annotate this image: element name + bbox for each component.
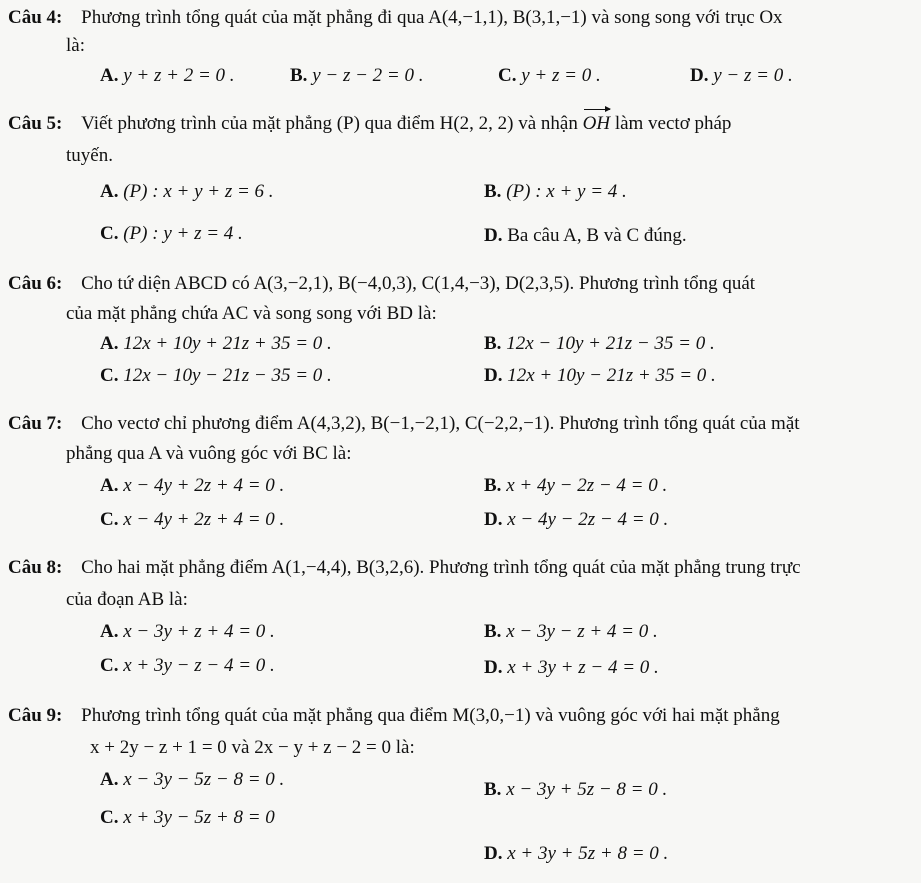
q7-text: Cho vectơ chỉ phương điểm A(4,3,2), B(−1,−2,1), C(−2,2,−1). Phương trình tổng quát của mặt bbox=[81, 413, 800, 434]
q4-option-d[interactable]: D. y − z = 0 . bbox=[690, 65, 793, 86]
q4-option-a[interactable]: A. y + z + 2 = 0 . bbox=[100, 65, 235, 86]
q5-label: Câu 5: bbox=[8, 113, 63, 134]
q4-option-c[interactable]: C. y + z = 0 . bbox=[498, 65, 601, 86]
q8-option-d[interactable]: D. x + 3y + z − 4 = 0 . bbox=[484, 657, 659, 678]
q6-option-a[interactable]: A. 12x + 10y + 21z + 35 = 0 . bbox=[100, 333, 332, 354]
q4-text: Phương trình tổng quát của mặt phẳng đi qua A(4,−1,1), B(3,1,−1) và song song với trục Ox bbox=[81, 7, 783, 28]
q5-option-b[interactable]: B. (P) : x + y = 4 . bbox=[484, 181, 627, 202]
q8-option-a[interactable]: A. x − 3y + z + 4 = 0 . bbox=[100, 621, 275, 642]
q4-option-b[interactable]: B. y − z − 2 = 0 . bbox=[290, 65, 424, 86]
q9-option-b[interactable]: B. x − 3y + 5z − 8 = 0 . bbox=[484, 779, 668, 800]
q9-label: Câu 9: bbox=[8, 705, 63, 726]
q5-text2: tuyến. bbox=[66, 145, 113, 166]
q7-option-c[interactable]: C. x − 4y + 2z + 4 = 0 . bbox=[100, 509, 285, 530]
q4-text2: là: bbox=[66, 35, 85, 56]
q4-label: Câu 4: bbox=[8, 7, 63, 28]
q6-option-d[interactable]: D. 12x + 10y − 21z + 35 = 0 . bbox=[484, 365, 716, 386]
q6-label: Câu 6: bbox=[8, 273, 63, 294]
q8-label: Câu 8: bbox=[8, 557, 63, 578]
q9-text2: x + 2y − z + 1 = 0 và 2x − y + z − 2 = 0 là: bbox=[90, 737, 415, 758]
q8-option-c[interactable]: C. x + 3y − z − 4 = 0 . bbox=[100, 655, 275, 676]
q5-text-after: làm vectơ pháp bbox=[614, 113, 732, 134]
q5-option-d[interactable]: D. Ba câu A, B và C đúng. bbox=[484, 225, 687, 246]
q7-text2: phẳng qua A và vuông góc với BC là: bbox=[66, 443, 352, 464]
q5-stem bbox=[8, 112, 731, 136]
q6-option-b[interactable]: B. 12x − 10y + 21z − 35 = 0 . bbox=[484, 333, 715, 354]
q5-option-a[interactable]: A. (P) : x + y + z = 6 . bbox=[100, 181, 274, 202]
q9-stem bbox=[8, 704, 780, 728]
q6-text: Cho tứ diện ABCD có A(3,−2,1), B(−4,0,3), C(1,4,−3), D(2,3,5). Phương trình tổng quát bbox=[81, 273, 756, 294]
q8-stem bbox=[8, 556, 801, 580]
q6-text2: của mặt phẳng chứa AC và song song với BD là: bbox=[66, 303, 437, 324]
q6-stem bbox=[8, 272, 755, 296]
q9-text: Phương trình tổng quát của mặt phẳng qua điểm M(3,0,−1) và vuông góc với hai mặt phẳng bbox=[81, 705, 780, 726]
q9-option-a[interactable]: A. x − 3y − 5z − 8 = 0 . bbox=[100, 769, 285, 790]
q7-label: Câu 7: bbox=[8, 413, 63, 434]
q7-option-b[interactable]: B. x + 4y − 2z − 4 = 0 . bbox=[484, 475, 668, 496]
oh-vector: OH bbox=[582, 113, 611, 134]
q7-option-a[interactable]: A. x − 4y + 2z + 4 = 0 . bbox=[100, 475, 285, 496]
q4-stem bbox=[8, 6, 783, 30]
q7-stem bbox=[8, 412, 800, 436]
q9-option-c[interactable]: C. x + 3y − 5z + 8 = 0 bbox=[100, 807, 275, 828]
q5-option-c[interactable]: C. (P) : y + z = 4 . bbox=[100, 223, 243, 244]
q5-text: Viết phương trình của mặt phẳng (P) qua điểm H(2, 2, 2) và nhận bbox=[81, 113, 578, 134]
q8-option-b[interactable]: B. x − 3y − z + 4 = 0 . bbox=[484, 621, 658, 642]
q8-text: Cho hai mặt phẳng điểm A(1,−4,4), B(3,2,6). Phương trình tổng quát của mặt phẳng trung trực bbox=[81, 557, 801, 578]
q6-option-c[interactable]: C. 12x − 10y − 21z − 35 = 0 . bbox=[100, 365, 332, 386]
q7-option-d[interactable]: D. x − 4y − 2z − 4 = 0 . bbox=[484, 509, 669, 530]
q9-option-d[interactable]: D. x + 3y + 5z + 8 = 0 . bbox=[484, 843, 669, 864]
q8-text2: của đoạn AB là: bbox=[66, 589, 188, 610]
